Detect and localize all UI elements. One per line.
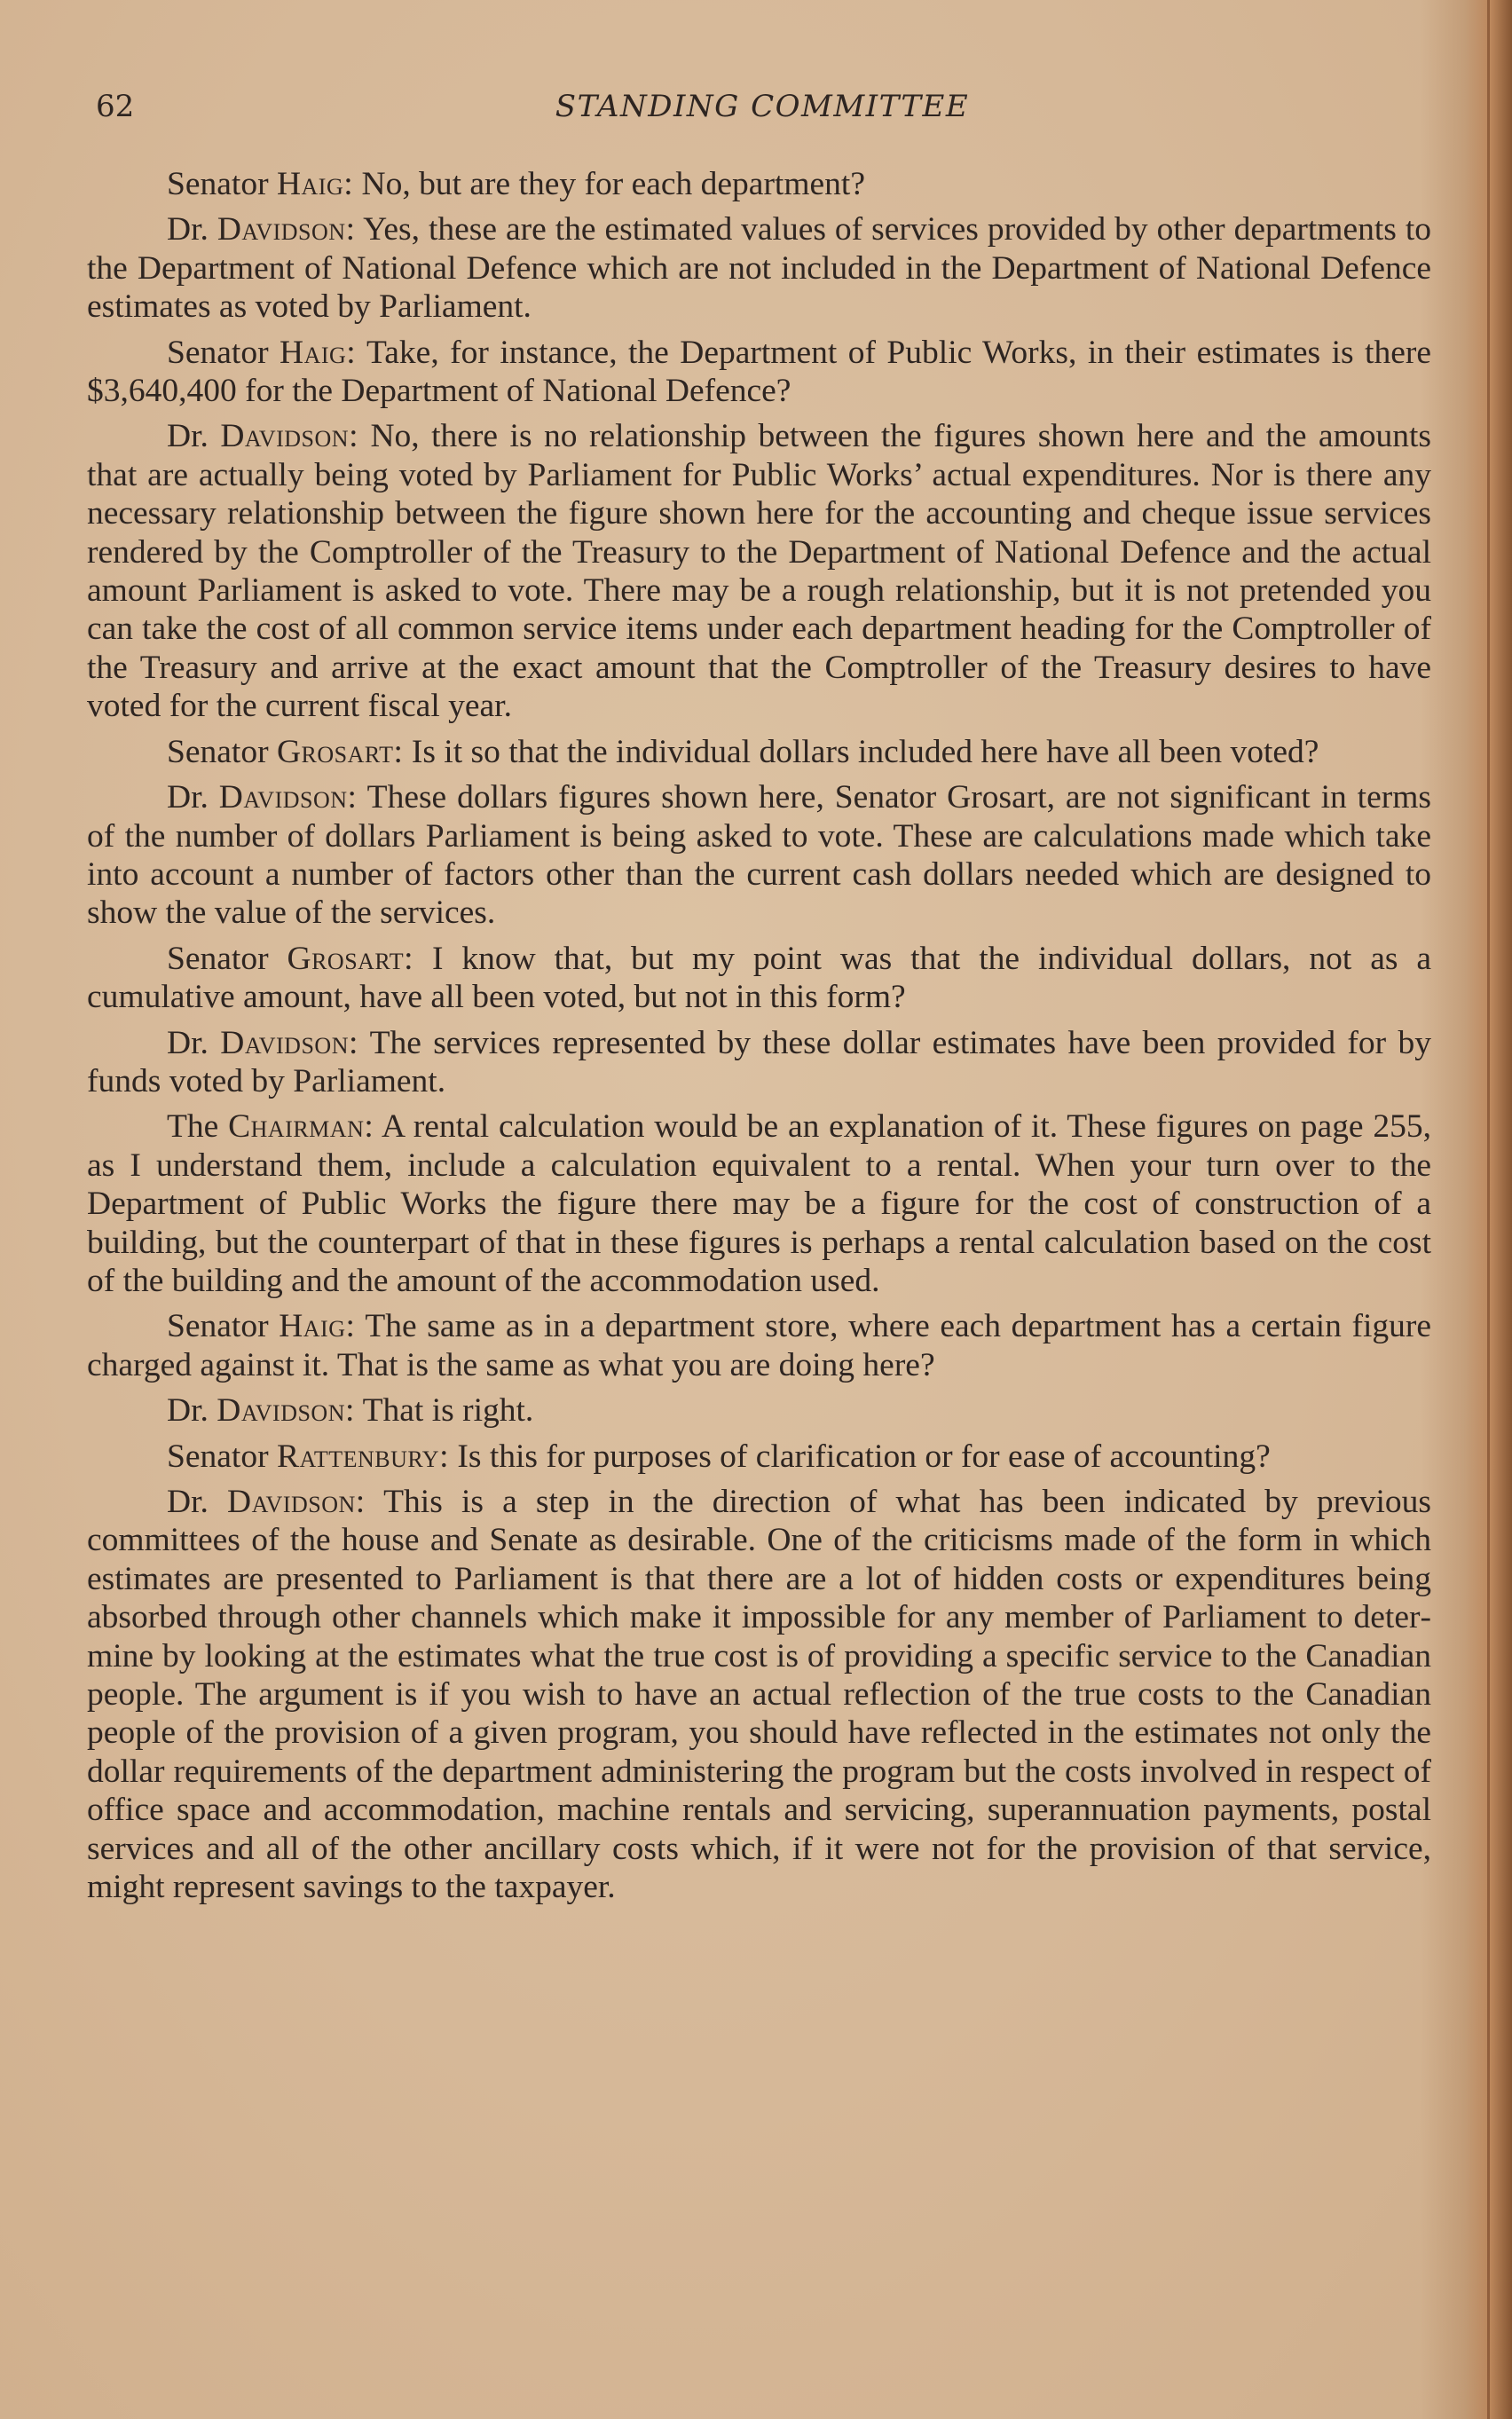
paragraph-text: Is this for purposes of clarification or for ease of accounting? bbox=[449, 1438, 1271, 1475]
speaker-name: Davidson: bbox=[217, 211, 356, 248]
paragraph bbox=[87, 334, 1431, 411]
paragraph bbox=[87, 1107, 1431, 1300]
paragraph-text: Take, for instance, the Department of Public Works, in their estimates is there $3,640,400 for the Department of National Defence? bbox=[87, 334, 1431, 410]
speaker-name: Rattenbury: bbox=[276, 1438, 449, 1475]
paragraph bbox=[87, 1438, 1431, 1476]
paragraph-text: That is right. bbox=[354, 1392, 534, 1430]
speaker-title: Dr. bbox=[167, 779, 209, 816]
running-head bbox=[96, 89, 1429, 133]
speaker-name: Davidson: bbox=[220, 1024, 358, 1061]
book-spine-shadow bbox=[1487, 0, 1490, 2419]
speaker-name: Grosart: bbox=[276, 733, 404, 770]
paragraph bbox=[87, 1024, 1431, 1101]
speaker-name: Haig: bbox=[280, 334, 357, 371]
paragraph-text: These dollars figures shown here, Senator Grosart, are not significant in terms of the number of dollars Parliament is being asked to vote. These are calculations made which take into account a number of factors other than the current cash dollars needed which are designed to show the value of the services. bbox=[87, 779, 1431, 932]
paragraph bbox=[87, 733, 1431, 771]
running-title: STANDING COMMITTEE bbox=[555, 89, 970, 124]
paragraph bbox=[87, 778, 1431, 933]
speaker-title: Dr. bbox=[167, 1392, 209, 1430]
speaker-title: Dr. bbox=[167, 211, 209, 248]
speaker-title: Senator bbox=[167, 940, 269, 977]
paragraph bbox=[87, 1483, 1431, 1906]
paragraph bbox=[87, 940, 1431, 1017]
paragraph-text: Is it so that the individual dollars included here have all been voted? bbox=[403, 733, 1319, 770]
paragraph-text: No, but are they for each department? bbox=[353, 166, 865, 202]
speaker-name: Haig: bbox=[279, 1308, 356, 1345]
speaker-name: Davidson: bbox=[217, 1392, 355, 1430]
speaker-name: Chairman: bbox=[228, 1108, 374, 1146]
speaker-title: Senator bbox=[167, 733, 269, 770]
speaker-name: Grosart: bbox=[287, 940, 414, 977]
paragraph-text: I know that, but my point was that the individual dollars, not as a cumulative amount, have all been voted, but not in this form? bbox=[87, 940, 1432, 1016]
speaker-title: Dr. bbox=[167, 1484, 209, 1520]
paragraph bbox=[87, 1307, 1431, 1384]
speaker-title: Senator bbox=[167, 1438, 269, 1475]
speaker-name: Haig: bbox=[276, 166, 354, 202]
speaker-title: The bbox=[167, 1108, 219, 1146]
paragraph-text: A rental calculation would be an explanation of it. These figures on page 255, as I understand them, include a calculation equivalent to a rental. When your turn over to the Department of Public Works the figure there may be a figure for the cost of construction of a building, but the counterpart of that in these figures is perhaps a rental calculation based on the cost of the building and the amount of the accommodation used. bbox=[87, 1108, 1431, 1299]
paragraph-text: No, there is no relationship between the figures shown here and the amounts that are actually being voted by Parliament for Public Works’ actual expenditures. Nor is there any necessary relationship between the figure shown here for the accounting and cheque issue services rendered by the Comptroller of the Treasury to the Department of National Defence and the actual amount Parliament is asked to vote. There may be a rough relationship, but it is not pretended you can take the cost of all common service items under each department heading for the Comptroller of the Treasury and arrive at the exact amount that the Comptroller of the Treasury desires to have voted for the current fiscal year. bbox=[87, 418, 1432, 725]
speaker-title: Senator bbox=[167, 334, 269, 371]
speaker-title: Dr. bbox=[167, 1024, 209, 1061]
speaker-name: Davidson: bbox=[220, 418, 358, 455]
speaker-title: Senator bbox=[167, 1308, 269, 1345]
paragraph-text: The same as in a department store, where each department has a certain figure charged against it. That is the same as what you are doing here? bbox=[87, 1308, 1432, 1383]
paragraph-text: This is a step in the direction of what has been indicated by previous committees of the house and Senate as desirable. One of the criticisms made of the form in which estimates are presented to Parliament is that there are a lot of hidden costs or expenditures being absorbed through other channels which make it impossible for any member of Parliament to determine by looking at the estimates what the true cost is of providing a specific service to the Canadian people. The argument is if you wish to have an actual reflection of the true costs to the Canadian people of the provision of a given program, you should have reflected in the estimates not only the dollar requirements of the department administering the program but the costs involved in respect of office space and accommodation, machine rentals and servicing, superannuation payments, postal services and all of the other ancillary costs which, if it were not for the provision of that service, might represent savings to the taxpayer. bbox=[87, 1484, 1432, 1906]
page-number: 62 bbox=[96, 89, 135, 124]
paragraph bbox=[87, 210, 1431, 326]
speaker-title: Senator bbox=[167, 166, 269, 202]
speaker-name: Davidson: bbox=[218, 779, 358, 816]
paragraph bbox=[87, 1391, 1431, 1430]
paragraph-text: The services represented by these dollar estimates have been provided for by funds voted by Parliament. bbox=[87, 1024, 1431, 1099]
speaker-title: Dr. bbox=[167, 418, 209, 455]
paragraph-text: Yes, these are the estimated values of services provided by other departments to the Department of National Defence which are not included in the Department of National Defence estimates as voted by Parliament. bbox=[87, 211, 1432, 326]
paragraph bbox=[87, 417, 1431, 725]
speaker-name: Davidson: bbox=[227, 1484, 366, 1520]
transcript-body bbox=[87, 165, 1431, 1913]
paragraph bbox=[87, 165, 1431, 203]
